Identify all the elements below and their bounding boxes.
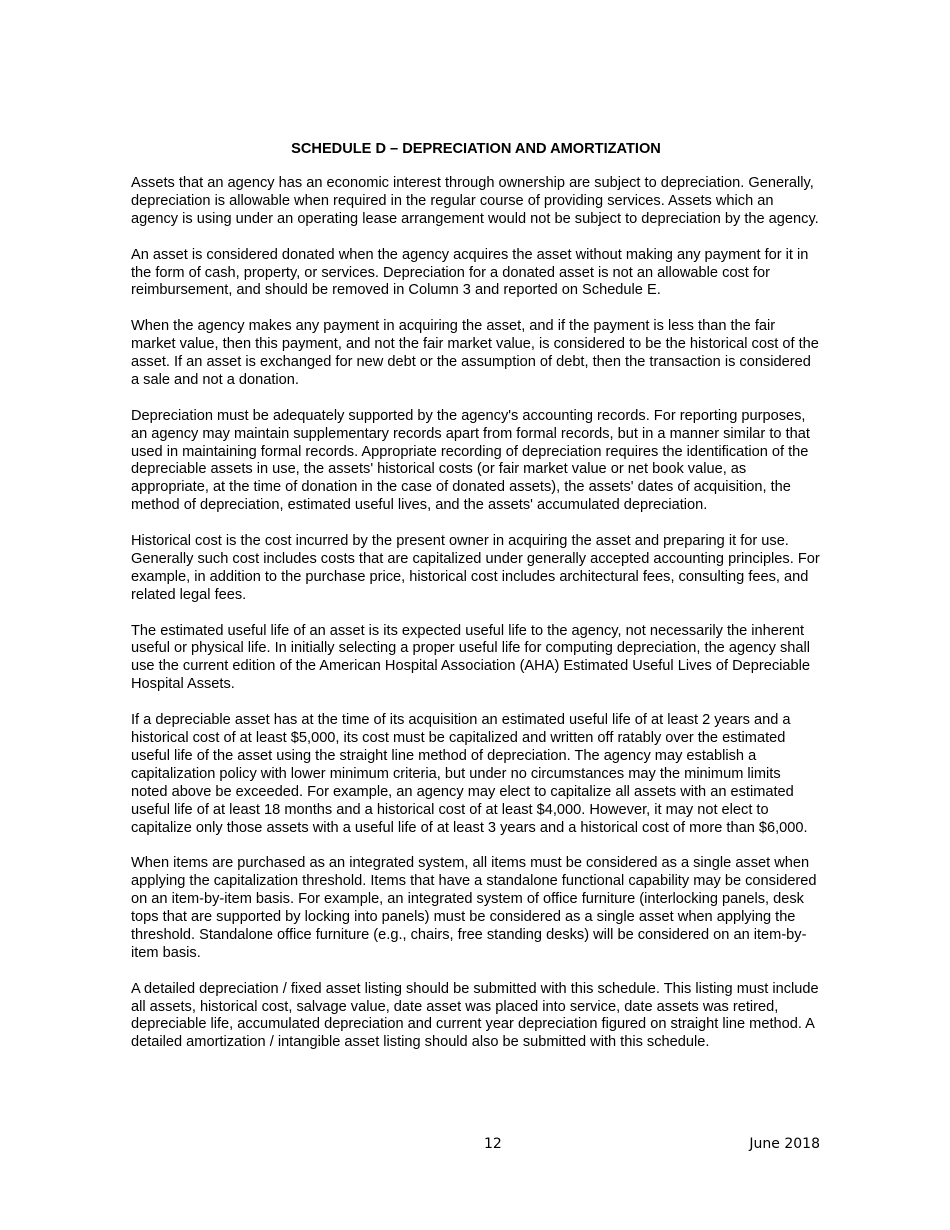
- footer-date: June 2018: [749, 1136, 820, 1152]
- paragraph-asset-listing: A detailed depreciation / fixed asset listing should be submitted with this schedule. This listing must include all assets, historical cost, salvage value, date asset was placed into service, date assets was retired, depreciable life, accumulated depreciation and current year depreciation figured on straight line method. A detailed amortization / intangible asset listing should also be submitted with this schedule.: [131, 980, 819, 1051]
- page-title: SCHEDULE D – DEPRECIATION AND AMORTIZATION: [291, 141, 661, 157]
- paragraph-capitalization: If a depreciable asset has at the time of its acquisition an estimated useful life of at least 2 years and a historical cost of at least $5,000, its cost must be capitalized and written off ratably over the estimated useful life of the asset using the straight line method of depreciation. The agency may establish a capitalization policy with lower minimum criteria, but under no circumstances may the minimum limits noted above be exceeded. For example, an agency may elect to capitalize all assets with an estimated useful life of at least 18 months and a historical cost of at least $4,000. However, it may not elect to capitalize only those assets with a useful life of at least 3 years and a historical cost of more than $6,000.: [131, 712, 808, 836]
- paragraph-payment: When the agency makes any payment in acquiring the asset, and if the payment is less than the fair market value, then this payment, and not the fair market value, is considered to be the historical cost of the asset. If an asset is exchanged for new debt or the assumption of debt, then the transaction is considered a sale and not a donation.: [131, 318, 819, 388]
- paragraph-useful-life: The estimated useful life of an asset is its expected useful life to the agency, not necessarily the inherent useful or physical life. In initially selecting a proper useful life for computing depreciation, the agency shall use the current edition of the American Hospital Association (AHA) Estimated Useful Lives of Depreciable Hospital Assets.: [131, 622, 810, 693]
- paragraph-integrated-system: When items are purchased as an integrated system, all items must be considered as a single asset when applying the capitalization threshold. Items that have a standalone functional capability may be considered on an item-by-item basis. For example, an integrated system of office furniture (interlocking panels, desk tops that are supported by locking into panels) must be considered as a single asset when applying the threshold. Standalone office furniture (e.g., chairs, free standing desks) will be considered on an item-by-item basis.: [131, 855, 817, 961]
- page-number: 12: [484, 1136, 502, 1152]
- paragraph-ownership: Assets that an agency has an economic interest through ownership are subject to depreciation. Generally, depreciation is allowable when required in the regular course of providing services. Assets which an agency is using under an operating lease arrangement would not be subject to depreciation by the agency.: [131, 175, 819, 227]
- document-body: [131, 140, 821, 1070]
- paragraph-historical-cost: Historical cost is the cost incurred by the present owner in acquiring the asset and preparing it for use. Generally such cost includes costs that are capitalized under generally accepted accounting principles. For example, in addition to the purchase price, historical cost includes architectural fees, consulting fees, and related legal fees.: [131, 533, 820, 603]
- paragraph-donated-asset: An asset is considered donated when the agency acquires the asset without making any payment for it in the form of cash, property, or services. Depreciation for a donated asset is not an allowable cost for reimbursement, and should be removed in Column 3 and reported on Schedule E.: [131, 246, 809, 299]
- paragraph-records: Depreciation must be adequately supported by the agency's accounting records. For reporting purposes, an agency may maintain supplementary records apart from formal records, but in a manner similar to that used in maintaining formal records. Appropriate recording of depreciation requires the identification of the depreciable assets in use, the assets' historical costs (or fair market value or net book value, as appropriate, at the time of donation in the case of donated assets), the assets' dates of acquisition, the method of depreciation, estimated useful lives, and the assets' accumulated depreciation.: [131, 407, 810, 514]
